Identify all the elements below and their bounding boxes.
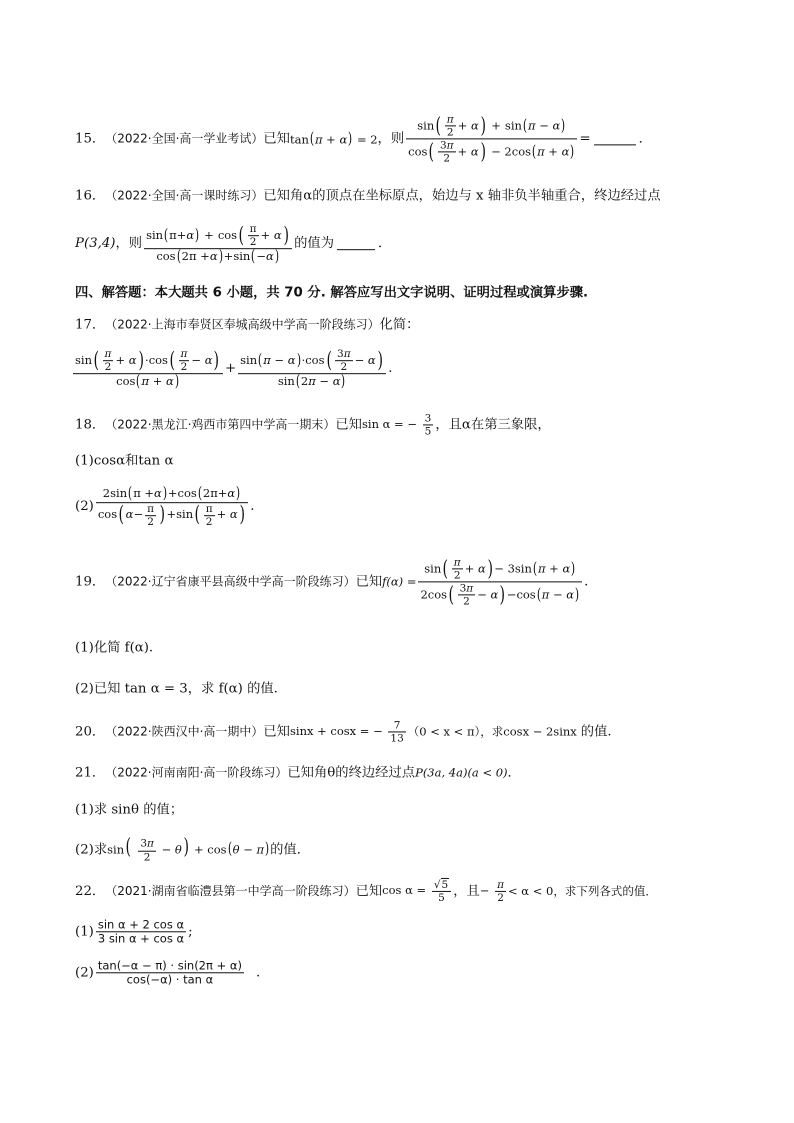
q22-part-1-label: (1): [75, 924, 94, 940]
q22-part-2-end: .: [255, 965, 261, 981]
q21-dot: ．: [507, 765, 521, 781]
q17-fraction-2: sin ( π − α ) · cos ( 3 π 2 − α ) sin ( 2 π − α ): [238, 348, 386, 390]
q20-number: 20．: [75, 724, 106, 740]
q16-fraction: sin ( π + α ) + cos ( $\frac{\pi}{2}$ + α ) cos ( 2π + α ) + sin ( − α ): [144, 223, 292, 265]
question-19: 19． （2022·辽宁省康平县高级中学高一阶段练习） 已知 f(α) = sin ( $\frac{\pi}{2}$ + α ) − 3 sin ( π + α ) 2 cos ( 3 π 2 − α ) − cos ( π − α ) .: [75, 556, 589, 608]
q19-part-1-text: (1)化简 f(α).: [75, 640, 154, 656]
q15-mid: ，则: [377, 131, 405, 147]
question-19-part-2: [0, 681, 794, 697]
q22-mid: ，且: [453, 883, 480, 899]
section-four-heading: [0, 285, 794, 301]
question-16-line-2: [0, 222, 794, 266]
section-four-text: 四、解答题：本大题共 6 小题，共 70 分. 解答应写出文字说明、证明过程或演算步骤.: [75, 285, 589, 301]
q15-pre: 已知: [263, 131, 290, 147]
q18-part-2-label: (2): [75, 499, 94, 515]
q15-number: 15．: [75, 131, 106, 147]
q20-condition: sinx + cosx = − $\frac{7}{13}$: [289, 719, 404, 745]
question-18-part-2: (2) 2 sin ( π + α ) + cos ( 2π+ α ) cos ( α − $\frac{\pi}{2}$ ) + sin ( $\frac{\pi}{2}$ + α ) .: [75, 484, 255, 528]
q19-source: （2022·辽宁省康平县高级中学高一阶段练习）: [105, 574, 356, 589]
q18-source: （2022·黑龙江·鸡西市第四中学高一期末）: [105, 417, 336, 432]
q21-point: P(3a, 4a)(a < 0): [415, 765, 508, 780]
q22-range-post: < α < 0，求下列各式的值．: [508, 883, 657, 898]
q17-fraction-1: sin ( $\frac{\pi}{2}$ + α ) · cos ( $\frac{\pi}{2}$ − α ) cos ( π + α ): [73, 348, 223, 390]
q19-function: f(α) =: [382, 574, 417, 589]
q20-source: （2022·陕西汉中·高一期中）: [105, 724, 264, 739]
q22-range: − $\frac{\pi}{2}$: [479, 878, 504, 904]
question-15: [0, 113, 794, 165]
q18-number: 18．: [75, 417, 106, 433]
question-22-part-1: [0, 917, 794, 946]
q21-part-2-pre: (2)求: [75, 842, 108, 858]
q17-text: 化简：: [379, 317, 420, 333]
q18-pre: 已知: [335, 417, 362, 433]
question-17-expression: sin ( $\frac{\pi}{2}$ + α ) · cos ( $\frac{\pi}{2}$ − α ) cos ( π + α ) + sin ( π − α ) · cos ( 3 π 2 − α ) sin ( 2 π − α ) .: [75, 347, 393, 391]
q21-part-2-end: 的值．: [270, 842, 311, 858]
q17-number: 17．: [75, 317, 106, 333]
q16-point: P(3,4): [75, 236, 116, 252]
q19-fraction: sin ( $\frac{\pi}{2}$ + α ) − 3 sin ( π + α ) 2 cos ( 3 π 2 − α ) − cos ( π − α ): [418, 556, 582, 607]
q22-part-1-end: ;: [188, 924, 193, 940]
q16-number: 16．: [75, 188, 106, 204]
q18-condition: sin α = − $\frac{3}{5}$: [361, 412, 432, 438]
question-17: [0, 317, 794, 333]
q15-condition: tan(π + α) = 2: [289, 129, 378, 148]
q16-answer-blank[interactable]: [337, 238, 375, 251]
question-16: [0, 188, 794, 204]
q15-fraction: sin ( $\frac{\pi}{2}$ + α ) + sin ( π − α ) cos ( 3 π 2 + α ) − 2 cos ( π + α ): [406, 113, 577, 164]
q22-condition: cos α = √ 5 5: [382, 878, 453, 904]
q16-end: 的值为: [294, 236, 335, 252]
q19-part-2-text: (2)已知 tan α = 3，求 f(α) 的值.: [75, 681, 278, 697]
q20-range: （0 < x < π），求: [407, 724, 504, 739]
q20-pre: 已知: [263, 724, 290, 740]
q21-number: 21．: [75, 765, 106, 781]
q16-text: 已知角α的顶点在坐标原点，始边与 x 轴非负半轴重合，终边经过点: [263, 188, 661, 204]
q20-end: 的值.: [580, 724, 612, 740]
q21-text: 已知角θ的终边经过点: [287, 765, 416, 781]
q16-source: （2022·全国·高一课时练习）: [105, 188, 264, 203]
q21-part-2-expression: sin( 3 π 2 − θ) + cos(θ − π): [107, 834, 270, 864]
q15-equals: =: [579, 131, 591, 147]
q15-answer-blank[interactable]: [594, 133, 636, 146]
question-21-part-2: [0, 834, 794, 864]
q21-part-1-text: (1)求 sinθ 的值；: [75, 802, 184, 818]
q22-number: 22．: [75, 883, 106, 899]
q16-dot: ．: [378, 236, 392, 252]
question-20: [0, 719, 794, 745]
q21-source: （2022·河南南阳·高一阶段练习）: [105, 765, 288, 780]
q18-part-1-text: (1)cosα和tan α: [75, 453, 174, 469]
question-21: [0, 765, 794, 781]
q15-end: ．: [638, 131, 652, 147]
question-18: [0, 412, 794, 438]
question-18-part-1: [0, 453, 794, 469]
question-19-part-1: [0, 640, 794, 656]
q22-part-1-fraction: $\frac{\text{sin α + 2 cos α}}{\text{3 sin α + cos α}}$: [97, 917, 185, 946]
q22-pre: 已知: [355, 883, 383, 899]
question-22-part-2: [0, 958, 794, 987]
q17-source: （2022·上海市奉贤区奉城高级中学高一阶段练习）: [105, 317, 380, 332]
q18-post: ，且α在第三象限，: [435, 417, 551, 433]
q19-number: 19．: [75, 574, 106, 590]
q22-source: （2021·湖南省临澧县第一中学高一阶段练习）: [105, 883, 356, 898]
q16-mid: ，则: [115, 236, 143, 252]
q15-source: （2022·全国·高一学业考试）: [105, 131, 264, 146]
question-21-part-1: [0, 802, 794, 818]
q20-expression: cosx − 2sinx: [503, 724, 577, 739]
q22-part-2-fraction: $\frac{\tan(-\alpha - \pi) \cdot \sin(2\pi + \alpha)}{\text{cos(−α) · tan α}}$: [97, 958, 242, 987]
q18-part-2-fraction: 2 sin ( π + α ) + cos ( 2π+ α ) cos ( α − $\frac{\pi}{2}$ ) + sin ( $\frac{\pi}{2}$ + α ): [96, 486, 248, 528]
q22-part-2-label: (2): [75, 965, 94, 981]
q19-pre: 已知: [355, 574, 383, 590]
question-22: [0, 878, 794, 904]
